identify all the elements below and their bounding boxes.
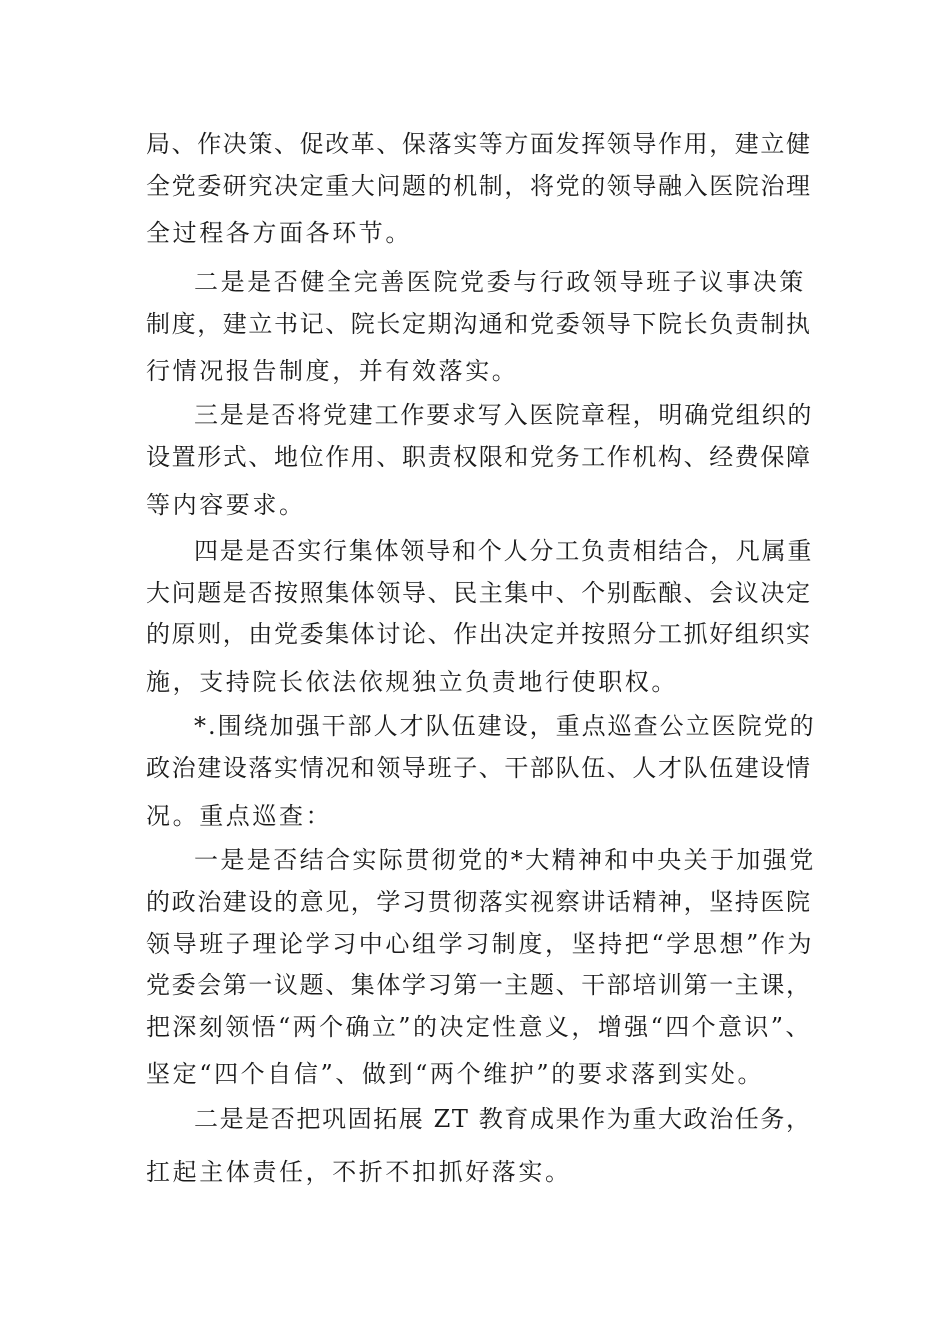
text-line: 把深刻领悟“两个确立”的决定性意义，增强“四个意识”、	[146, 1013, 812, 1041]
text-line: 党委会第一议题、集体学习第一主题、干部培训第一主课，	[146, 971, 812, 999]
text-line: 等内容要求。	[146, 491, 306, 519]
text-line: 行情况报告制度，并有效落实。	[146, 357, 519, 385]
text-line: 大问题是否按照集体领导、民主集中、个别酝酿、会议决定	[146, 579, 812, 607]
text-line: 坚定“四个自信”、做到“两个维护”的要求落到实处。	[146, 1060, 765, 1088]
paragraph-start-line: 四是是否实行集体领导和个人分工负责相结合，凡属重	[194, 537, 814, 565]
text-line: 设置形式、地位作用、职责权限和党务工作机构、经费保障	[146, 443, 812, 471]
text-line: 政治建设落实情况和领导班子、干部队伍、人才队伍建设情	[146, 754, 812, 782]
text-line: 施，支持院长依法依规独立负责地行使职权。	[146, 668, 678, 696]
section-heading-line: *.围绕加强干部人才队伍建设，重点巡查公立医院党的	[194, 712, 816, 740]
paragraph-start-line: 一是是否结合实际贯彻党的*大精神和中央关于加强党	[194, 846, 816, 874]
text-line: 况。重点巡查：	[146, 802, 333, 830]
text-line: 的政治建设的意见，学习贯彻落实视察讲话精神，坚持医院	[146, 888, 812, 916]
text-line: 局、作决策、促改革、保落实等方面发挥领导作用，建立健	[146, 130, 812, 158]
text-line: 全党委研究决定重大问题的机制，将党的领导融入医院治理	[146, 172, 812, 200]
paragraph-start-line: 三是是否将党建工作要求写入医院章程，明确党组织的	[194, 401, 814, 429]
text-line: 全过程各方面各环节。	[146, 219, 412, 247]
paragraph-start-line: 二是是否健全完善医院党委与行政领导班子议事决策	[194, 268, 806, 296]
text-line: 的原则，由党委集体讨论、作出决定并按照分工抓好组织实	[146, 620, 812, 648]
text-line: 领导班子理论学习中心组学习制度，坚持把“学思想”作为	[146, 930, 815, 958]
text-line: 制度，建立书记、院长定期沟通和党委领导下院长负责制执	[146, 310, 812, 338]
text-line: 扛起主体责任，不折不扣抓好落实。	[146, 1158, 572, 1186]
paragraph-start-line: 二是是否把巩固拓展 ZT 教育成果作为重大政治任务，	[194, 1105, 812, 1133]
